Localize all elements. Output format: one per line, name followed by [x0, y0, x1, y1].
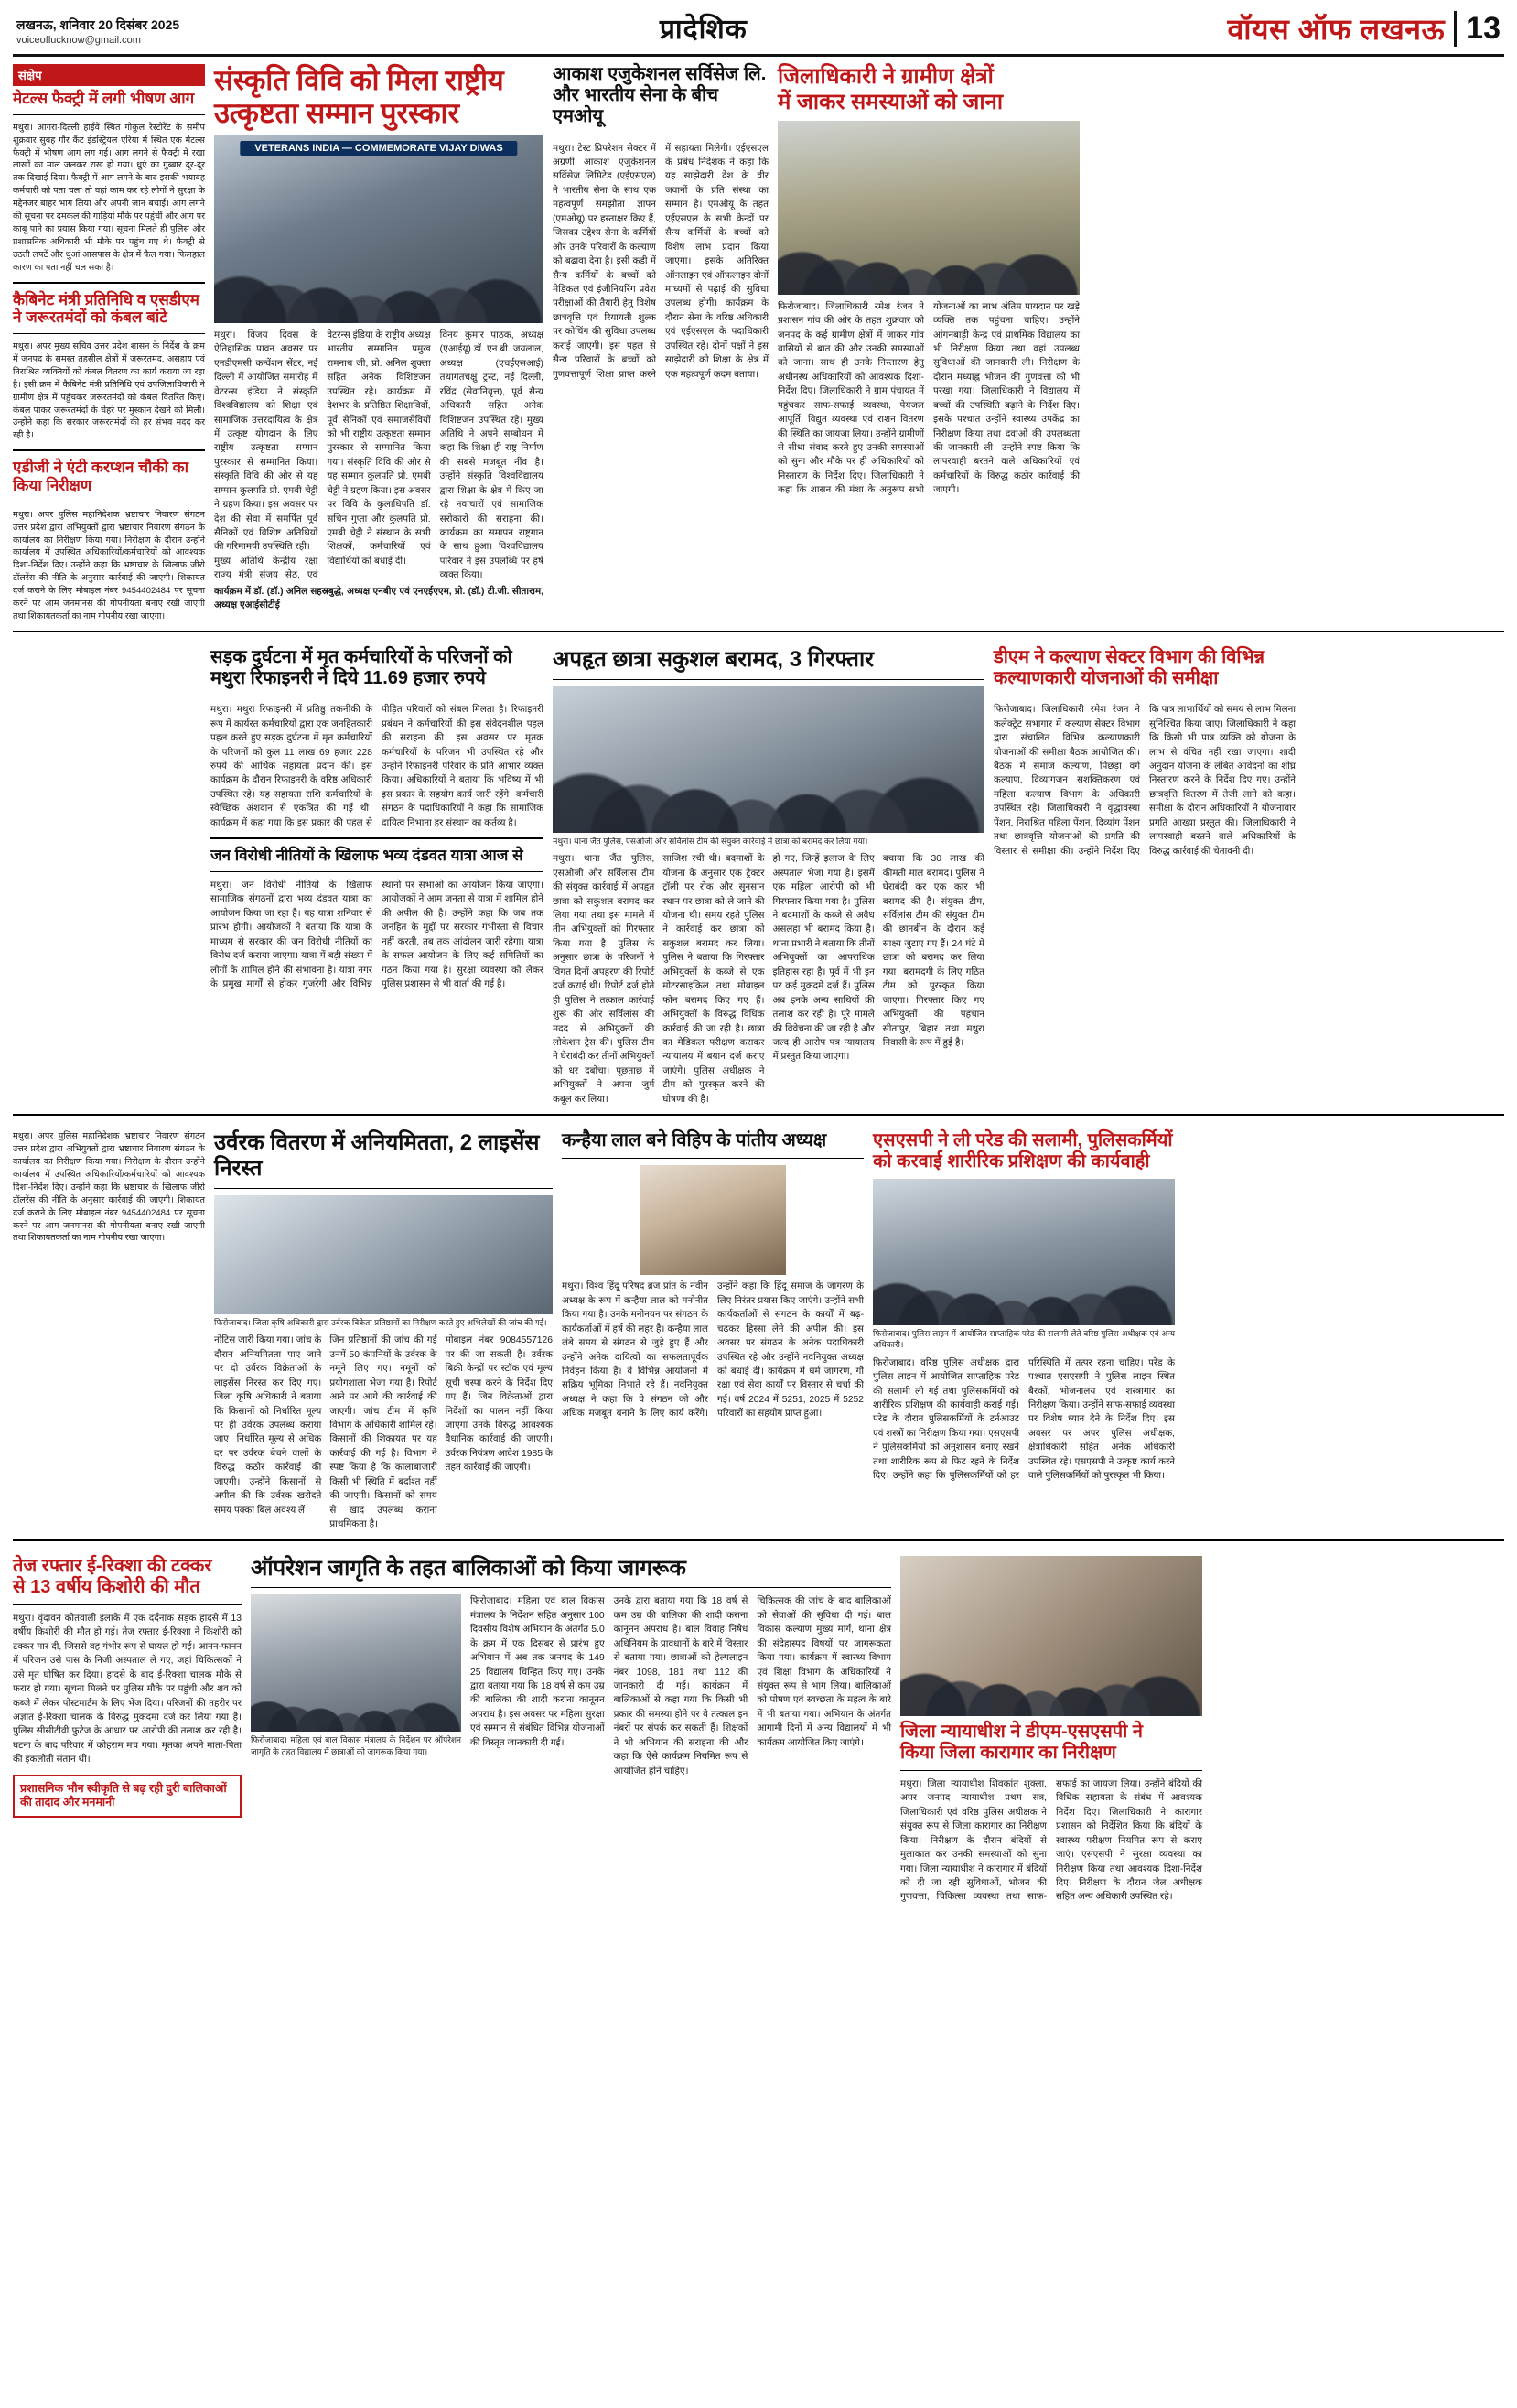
dm-rural-photo — [778, 121, 1080, 295]
erickshaw-body: मथुरा। वृंदावन कोतवाली इलाके में एक दर्दनाक सड़क हादसे में 13 वर्षीय किशोरी की मौत हो गई। तेज रफ्तार ई-रिक्शा ने किशोरी को टक्कर मार दी, जिससे वह गंभीर रूप से घायल हो गई। आनन-फानन में परिजन उसे पास के निजी अस्पताल ले गए, जहां चिकित्सकों ने उसे मृत घोषित कर दिया। हादसे के बाद ई-रिक्शा चालक मौके से फरार हो गया। सूचना मिलने पर पुलिस मौके पर पहुंची और शव को कब्जे में लेकर पोस्टमार्टम के लिए भेज दिया। परिजनों की तहरीर पर अज्ञात ई-रिक्शा चालक के विरुद्ध मुकदमा दर्ज कर लिया गया है। पुलिस सीसीटीवी फुटेज के आधार पर आरोपी की तलाश कर रही है। घटना के बाद परिवार में कोहराम मच गया। मृतका अपने माता-पिता की इकलौती संतान थी। — [13, 1613, 242, 1766]
story-kanhaiya — [562, 1130, 864, 1531]
brief-headline: मेटल्स फैक्ट्री में लगी भीषण आग — [13, 90, 195, 107]
publication-date: लखनऊ, शनिवार 20 दिसंबर 2025 — [16, 16, 180, 32]
brief-headline: एडीजी ने एंटी करप्शन चौकी का किया निरीक्षण — [13, 459, 189, 494]
lead-body-col3: विनय कुमार पाठक, अध्यक्ष (एआईयू) डॉ. एन.बी. जयलाल, अध्यक्ष (एचईएसआई) तथागतचक्षु ट्रस्ट, नई दिल्ली, रविंद्र (सेवानिवृत्त), पूर्व सैन्य अधिकारी सहित अनेक विशिष्टजन उपस्थित रहे। मुख्य अतिथि ने अपने सम्बोधन में कहा कि शिक्षा ही राष्ट्र निर्माण की सबसे मजबूत नींव है। उन्होंने संस्कृति विश्वविद्यालय द्वारा शिक्षा के क्षेत्र में किए जा रहे नवाचारों एवं सामाजिक सरोकारों की सराहना की। कार्यक्रम का समापन राष्ट्रगान के साथ हुआ। विश्वविद्यालय परिवार ने इस उपलब्धि पर हर्ष व्यक्त किया। — [439, 329, 543, 581]
story-parade — [873, 1130, 1175, 1531]
kanhaiya-headline: कन्हैया लाल बने विहिप के पांतीय अध्यक्ष — [562, 1130, 827, 1151]
brief-item — [13, 291, 205, 443]
story-mou — [553, 64, 769, 623]
lead-photo — [214, 135, 543, 323]
dm-rural-body: फिरोजाबाद। जिलाधिकारी रमेश रंजन ने प्रशासन गांव की ओर के तहत शुक्रवार को जनपद के कई ग्रामीण क्षेत्रों में जाकर गांव वासियों से बात की और उनकी समस्याओं को जाना। साथ ही उनके निस्तारण हेतु अधीनस्थ अधिकारियों को आवश्यक दिशा-निर्देश दिए। जिलाधिकारी ने ग्राम पंचायत में पहुंचकर साफ-सफाई व्यवस्था, पेयजल आपूर्ति, विद्युत व्यवस्था एवं राशन वितरण की स्थिति का जायजा लिया। उन्होंने ग्रामीणों से सीधा संवाद करते हुए उनकी समस्याओं को सुना और मौके पर ही अधिकारियों को निस्तारण के निर्देश दिए। जिलाधिकारी ने कहा कि शासन की मंशा के अनुरूप सभी योजनाओं का लाभ अंतिम पायदान पर खड़े व्यक्ति तक पहुंचना चाहिए। उन्होंने आंगनबाड़ी केन्द्र एवं प्राथमिक विद्यालय का भी निरीक्षण किया तथा वहां उपलब्ध सुविधाओं की जानकारी ली। निरीक्षण के दौरान मध्याह्न भोजन की गुणवत्ता को भी परखा गया। जिलाधिकारी ने विद्यालय में बच्चों की उपस्थिति बढ़ाने के निर्देश दिए। इसके पश्चात उन्होंने स्वास्थ्य उपकेंद्र का निरीक्षण किया तथा दवाओं की उपलब्धता की जानकारी ली। उन्होंने स्पष्ट किया कि लापरवाही बरतने वाले अधिकारियों एवं कर्मचारियों के विरुद्ध कठोर कार्रवाई की जाएगी। — [778, 301, 1080, 496]
abduct-col3: हो गए, जिन्हें इलाज के लिए अस्पताल भेजा गया है। इसमें एक महिला आरोपी को भी गिरफ्तार किया गया है। पुलिस ने बदमाशों के कब्जे से अवैध असलहा भी बरामद किया है। थाना प्रभारी ने बताया कि तीनों अभियुक्तों का आपराधिक इतिहास रहा है। पूर्व में भी इन पर कई मुकदमे दर्ज हैं। पुलिस अब इनके अन्य साथियों की तलाश कर रही है। पूरे मामले की विवेचना की जा रही है और जल्द ही आरोप पत्र न्यायालय में प्रस्तुत किया जाएगा। — [772, 854, 875, 1063]
fourth-grid — [13, 1549, 1504, 1905]
brief-item — [13, 90, 205, 275]
box-note-text: प्रशासनिक भौन स्वीकृति से बढ़ रही दुरी बालिकाओं की तादाद और मनमानी — [20, 1781, 227, 1809]
sidebar-tag: संक्षेप — [13, 64, 205, 86]
fertilizer-caption: फिरोजाबाद। जिला कृषि अधिकारी द्वारा उर्वरक विक्रेता प्रतिष्ठानों का निरीक्षण करते हुए अभिलेखों की जांच की गई। — [214, 1317, 547, 1327]
yatra-headline: जन विरोधी नीतियों के खिलाफ भव्य दंडवत यात्रा आज से — [210, 847, 523, 865]
story-fertilizer — [214, 1130, 553, 1531]
fertilizer-photo — [214, 1195, 553, 1314]
abduct-col2: साजिश रची थी। बदमाशों के योजना के अनुसार एक ट्रैक्टर ट्रॉली पर रोक और सुनसान स्थान पर छात्रा को ले जाने की योजना थी। समय रहते पुलिस ने कार्रवाई कर छात्रा को सकुशल बरामद कर लिया। पुलिस ने बताया कि गिरफ्तार अभियुक्तों के कब्जे से एक मोटरसाइकिल तथा मोबाइल फोन बरामद किए गए हैं। अभियुक्तों के विरुद्ध विधिक कार्रवाई की जा रही है। छात्रा का मेडिकल परीक्षण कराकर न्यायालय में बयान दर्ज कराए जाएंगे। पुलिस अधीक्षक ने टीम को पुरस्कृत करने की घोषणा की है। — [662, 854, 765, 1105]
sidebar-extra-body: मथुरा। अपर पुलिस महानिदेशक भ्रष्टाचार निवारण संगठन उत्तर प्रदेश द्वारा अभियुक्तों द्वारा भ्रष्टाचार निवारण संगठन के कार्यालय का निरीक्षण किया गया। निरीक्षण के दौरान उन्होंने कार्यालय में उपस्थित अधिकारियों/कर्मचारियों को आवश्यक दिशा-निर्देश दिए। उन्होंने कहा कि भ्रष्टाचार के खिलाफ जीरो टॉलरेंस की नीति के अनुसार कार्रवाई की जाएगी। शिकायत दर्ज कराने के लिए मोबाइल नंबर 9454402484 पर सूचना करने पर आम जनमानस की गोपनीयता बनाए रखी जाएगी तथा शिकायतकर्ता का नाम गोपनीय रखा जाएगा। — [13, 1131, 205, 1244]
fertilizer-headline: उर्वरक वितरण में अनियमितता, 2 लाइसेंस निरस्त — [214, 1130, 540, 1181]
third-grid — [13, 1123, 1504, 1531]
page-number: 13 — [1454, 11, 1501, 47]
sidebar-box-note — [13, 1775, 242, 1818]
brand-logo: वॉयस ऑफ लखनऊ — [1227, 13, 1446, 46]
story-abduct — [553, 647, 984, 1107]
erickshaw-headline-line2: से 13 वर्षीय किशोरी की मौत — [13, 1576, 200, 1597]
awareness-headline: ऑपरेशन जागृति के तहत बालिकाओं को किया जागरूक — [251, 1555, 686, 1581]
lead-headline-line2: उत्कृष्टता सम्मान पुरस्कार — [214, 96, 459, 129]
awareness-col3: चिकित्सक की जांच के बाद बालिकाओं को सेवाओं की सुविधा दी गई। बाल विकास कल्याण मुख्य मार्ग, थाना क्षेत्र की संदेहास्पद विषयों पर जागरूकता किया गया। कार्यक्रम में स्वास्थ्य विभाग एवं शिक्षा विभाग के अधिकारियों ने संयुक्त रूप से भाग लिया। बालिकाओं को पोषण एवं स्वच्छता के महत्व के बारे में भी बताया गया। अभियान के अंतर्गत आगामी दिनों में अन्य विद्यालयों में भी कार्यक्रम आयोजित किए जाएंगे। — [757, 1596, 892, 1748]
dm-welfare-headline-line2: कल्याणकारी योजनाओं की समीक्षा — [994, 668, 1219, 689]
dm-rural-headline-line2: में जाकर समस्याओं को जाना — [778, 89, 1004, 114]
second-grid — [13, 640, 1504, 1107]
masthead — [13, 0, 1504, 57]
refinery-headline-line2: मथुरा रिफाइनरी ने दिये 11.69 हजार रुपये — [210, 668, 486, 689]
brief-item — [13, 459, 205, 623]
story-dm-rural — [778, 64, 1080, 623]
lead-story — [214, 64, 543, 623]
lead-body-col2: मुख्य अतिथि केन्द्रीय रक्षा राज्य मंत्री संजय सेठ, एवं वेटरन्स इंडिया के राष्ट्रीय अध्यक्ष भारतीय सम्मानित प्रमुख रामनाथ जी, प्रो. अनिल शुक्ला सहित अनेक विशिष्टजन उपस्थित रहे। कार्यक्रम में देशभर के प्रतिष्ठित शिक्षाविदों, पूर्व सैनिकों एवं समाजसेवियों को भी राष्ट्रीय उत्कृष्टता सम्मान पुरस्कार से सम्मानित किया गया। संस्कृति विवि की ओर से यह सम्मान कुलपति प्रो. एमबी चेट्टी ने ग्रहण किया। इस अवसर पर विवि के कुलाधिपति डॉ. सचिन गुप्ता और कुलपति प्रो. एमबी चेट्टी ने संस्थान के सभी शिक्षकों, कर्मचारियों एवं विद्यार्थियों को बधाई दी। — [214, 329, 431, 581]
top-grid — [13, 57, 1504, 623]
masthead-right — [1227, 9, 1501, 49]
refinery-body: मथुरा। मथुरा रिफाइनरी में प्रतिष्ठु तकनीकी के रूप में कार्यरत कर्मचारियों द्वारा एक जनहितकारी पहल करते हुए सड़क दुर्घटना में मृत कर्मचारियों के परिजनों को कुल 11 लाख 69 हजार 228 रुपये की आर्थिक सहायता प्रदान की। इस कार्यक्रम के दौरान रिफाइनरी के वरिष्ठ अधिकारी उपस्थित रहे। यह सहायता राशि कर्मचारियों के स्वैच्छिक अंशदान से एकत्रित की गई थी। कार्यक्रम में कहा गया कि इस प्रकार की पहल से पीड़ित परिवारों को संबल मिलता है। रिफाइनरी प्रबंधन ने कर्मचारियों की इस संवेदनशील पहल की सराहना की। इस अवसर पर मृतक कर्मचारियों के परिजन भी उपस्थित रहे और उन्होंने रिफाइनरी परिवार के प्रति आभार व्यक्त किया। अधिकारियों ने बताया कि भविष्य में भी इस प्रकार के सहयोग कार्य जारी रहेंगे। कर्मचारी संगठन के पदाधिकारियों ने कहा कि सामाजिक दायित्व निभाना हर संस्थान का कर्तव्य है। — [210, 705, 543, 828]
lead-body-col1: मथुरा। विजय दिवस के ऐतिहासिक पावन अवसर पर एनडीएमसी कन्वेंशन सेंटर, नई दिल्ली में आयोजित समारोह में वेटरन्स इंडिया ने संस्कृति विश्वविद्यालय को शिक्षा एवं सामाजिक उत्तरदायित्व के क्षेत्र में उत्कृष्ट योगदान के लिए राष्ट्रीय उत्कृष्टता सम्मान पुरस्कार से सम्मानित किया। संस्कृति विवि की ओर से यह सम्मान कुलपति प्रो. एमबी चेट्टी ने ग्रहण किया। इस अवसर पर देश की सेवा में समर्पित पूर्व सैनिकों एवं विशिष्ट अतिथियों की गरिमामयी उपस्थिति रही। — [214, 329, 318, 553]
dm-rural-headline-line1: जिलाधिकारी ने ग्रामीण क्षेत्रों — [778, 64, 994, 89]
fertilizer-col3: मोबाइल नंबर 9084557126 पर की जा सकती है। उर्वरक बिक्री केन्द्रों पर स्टॉक एवं मूल्य सूची चस्पा करने के निर्देश दिए गए हैं। जिन विक्रेताओं द्वारा निर्देशों का पालन नहीं किया जाएगा उनके विरुद्ध आवश्यक वैधानिक कार्रवाई की जाएगी। उर्वरक नियंत्रण आदेश 1985 के तहत कार्रवाई की जाएगी। — [445, 1335, 553, 1474]
awareness-photo — [251, 1594, 461, 1732]
mou-headline: आकाश एजुकेशनल सर्विसेज लि. और भारतीय सेना के बीच एमओयू — [553, 64, 767, 127]
judge-headline-line2: किया जिला कारागार का निरीक्षण — [900, 1742, 1116, 1763]
parade-caption: फिरोजाबाद। पुलिस लाइन में आयोजित साप्ताहिक परेड की सलामी लेते वरिष्ठ पुलिस अधीक्षक एवं अन्य अधिकारी। — [873, 1328, 1175, 1350]
abduct-caption: मथुरा। थाना जैंत पुलिस, एसओजी और सर्विलांस टीम की संयुक्त कार्रवाई में छात्रा को बरामद कर लिया गया। — [553, 836, 868, 846]
abduct-photo — [553, 686, 984, 833]
story-judge — [900, 1556, 1202, 1905]
masthead-left — [16, 16, 179, 49]
abduct-col1: मथुरा। थाना जैंत पुलिस, एसओजी और सर्विलांस टीम की संयुक्त कार्रवाई में अपहृत छात्रा को सकुशल बरामद कर लिया गया तथा इस मामले में तीन अभियुक्तों को गिरफ्तार किया गया है। पुलिस के अनुसार छात्रा के परिजनों ने विगत दिनों अपहरण की रिपोर्ट दर्ज कराई थी। रिपोर्ट दर्ज होते ही पुलिस ने तत्काल कार्रवाई शुरू की और सर्विलांस की मदद से अभियुक्तों की लोकेशन ट्रेस की। पुलिस टीम ने घेराबंदी कर तीनों अभियुक्तों को धर दबोचा। पूछताछ में अभियुक्तों ने अपना जुर्म कबूल कर लिया। — [553, 854, 655, 1105]
brief-headline: कैबिनेट मंत्री प्रतिनिधि व एसडीएम ने जरूरतमंदों को कंबल बांटे — [13, 290, 199, 327]
sidebar-briefs — [13, 64, 205, 623]
abduct-headline: अपहृत छात्रा सकुशल बरामद, 3 गिरफ्तार — [553, 646, 874, 672]
kanhaiya-body: मथुरा। विश्व हिंदू परिषद ब्रज प्रांत के नवीन अध्यक्ष के रूप में कन्हैया लाल को मनोनीत किया गया है। उनके मनोनयन पर संगठन के कार्यकर्ताओं में हर्ष की लहर है। कन्हैया लाल लंबे समय से संगठन से जुड़े हुए हैं और उन्होंने अनेक दायित्वों का सफलतापूर्वक निर्वहन किया है। वे विभिन्न आयोजनों में सक्रिय भूमिका निभाते रहे हैं। नवनियुक्त अध्यक्ष ने कहा कि वे संगठन को और अधिक मजबूत बनाने के लिए कार्य करेंगे। उन्होंने कहा कि हिंदू समाज के जागरण के लिए निरंतर प्रयास किए जाएंगे। उन्होंने सभी कार्यकर्ताओं से संगठन के कार्यों में बढ़-चढ़कर हिस्सा लेने की अपील की। इस अवसर पर संगठन के अनेक पदाधिकारी उपस्थित रहे और उन्होंने नवनियुक्त अध्यक्ष को बधाई दी। कार्यक्रम में धर्म जागरण, गौ रक्षा एवं सेवा कार्यों पर विस्तार से चर्चा की गई। वर्ष 2024 में 5251, 2025 में 5252 परिवारों का सहयोग प्राप्त हुआ। — [562, 1281, 864, 1420]
judge-headline-line1: जिला न्यायाधीश ने डीएम-एसएसपी ने — [900, 1721, 1143, 1742]
contact-email: voiceoflucknow@gmail.com — [16, 35, 141, 47]
brief-body: मथुरा। अपर मुख्य सचिव उत्तर प्रदेश शासन के निर्देश के क्रम में जनपद के समस्त तहसील क्षेत्रों में जरूरतमंद, असहाय एवं निराश्रित व्यक्तियों को कंबल वितरण का कार्य कराया जा रहा है। इसी क्रम में कैबिनेट मंत्री प्रतिनिधि एवं उपजिलाधिकारी ने ग्रामीण क्षेत्र में पहुंचकर जरूरतमंदों को कंबल वितरित किए। कंबल पाकर जरूरतमंदों के चेहरे पर मुस्कान देखने को मिली। उन्होंने कहा कि सरकार जरूरतमंदों की हर संभव मदद कर रही है। — [13, 341, 205, 441]
judge-photo — [900, 1556, 1202, 1716]
photo-banner-text: VETERANS INDIA — COMMEMORATE VIJAY DIWAS — [240, 141, 517, 156]
awareness-col2: उनके द्वारा बताया गया कि 18 वर्ष से कम उम्र की बालिका की शादी कराना कानूनन अपराध है। बाल विवाह निषेध अधिनियम के प्रावधानों के बारे में विस्तार से बताया गया। छात्राओं को हेल्पलाइन नंबर 1098, 181 तथा 112 की जानकारी दी गई। कार्यक्रम में बालिकाओं से कहा गया कि किसी भी प्रकार की समस्या होने पर वे तत्काल इन नंबरों पर संपर्क कर सकती हैं। शिक्षकों ने भी अभियान की सराहना की और कहा कि ऐसे कार्यक्रम नियमित रूप से आयोजित होने चाहिए। — [613, 1596, 748, 1776]
story-awareness — [251, 1556, 891, 1905]
fertilizer-col2: जिन प्रतिष्ठानों की जांच की गई उनमें 50 कंपनियों के उर्वरक के नमूने लिए गए। नमूनों को प्रयोगशाला भेजा गया है। रिपोर्ट आने पर आगे की कार्रवाई की जाएगी। जांच टीम में कृषि विभाग के अधिकारी शामिल रहे। किसानों की शिकायत पर यह कार्रवाई की गई है। विभाग ने स्पष्ट किया है कि कालाबाजारी किसी भी स्थिति में बर्दाश्त नहीं की जाएगी। किसानों को समय से खाद उपलब्ध कराना प्राथमिकता है। — [329, 1335, 437, 1530]
brief-body: मथुरा। अपर पुलिस महानिदेशक भ्रष्टाचार निवारण संगठन उत्तर प्रदेश द्वारा अभियुक्तों द्वारा भ्रष्टाचार निवारण संगठन के कार्यालय का निरीक्षण किया गया। निरीक्षण के दौरान उन्होंने कार्यालय में उपस्थित अधिकारियों/कर्मचारियों को आवश्यक दिशा-निर्देश दिए। उन्होंने कहा कि भ्रष्टाचार के खिलाफ जीरो टॉलरेंस की नीति के अनुसार कार्रवाई की जाएगी। शिकायत दर्ज कराने के लिए मोबाइल नंबर 9454402484 पर सूचना करने पर आम जनमानस की गोपनीयता बनाए रखी जाएगी तथा शिकायतकर्ता का नाम गोपनीय रखा जाएगा। — [13, 509, 205, 621]
yatra-body: मथुरा। जन विरोधी नीतियों के खिलाफ सामाजिक संगठनों द्वारा भव्य दंडवत यात्रा का आयोजन किया जा रहा है। यह यात्रा शनिवार से प्रारंभ होगी। आयोजकों ने बताया कि यात्रा के माध्यम से सरकार की जन विरोधी नीतियों का विरोध दर्ज कराया जाएगा। यात्रा में बड़ी संख्या में लोगों के शामिल होने की संभावना है। यात्रा नगर के प्रमुख मार्गों से होकर गुजरेगी और विभिन्न स्थानों पर सभाओं का आयोजन किया जाएगा। आयोजकों ने आम जनता से यात्रा में शामिल होने की अपील की है। उन्होंने कहा कि जब तक जनहित के मुद्दों पर सरकार गंभीरता से विचार नहीं करती, तब तक आंदोलन जारी रहेगा। यात्रा के सफल आयोजन के लिए कई समितियों का गठन किया गया है। सुरक्षा व्यवस्था को लेकर पुलिस प्रशासन से भी वार्ता की गई है। — [210, 880, 543, 989]
lead-signoff: कार्यक्रम में डॉ. (डॉ.) अनिल सहस्रबुद्धे, अध्यक्ष एनबीए एवं एनएईएएम, प्रो. (डॉ.) टी.जी. सीताराम, अध्यक्ष एआईसीटीई — [214, 586, 543, 611]
sidebar-continuation — [13, 1130, 205, 1531]
mou-body: मथुरा। टेस्ट प्रिपरेशन सेक्टर में अग्रणी आकाश एजुकेशनल सर्विसेज लिमिटेड (एईएसएल) ने भारतीय सेना के साथ एक महत्वपूर्ण समझौता ज्ञापन (एमओयू) पर हस्ताक्षर किए हैं, जिसका उद्देश्य सेना के कर्मियों और उनके परिवारों के कल्याण को बढ़ावा देना है। इसी कड़ी में सैन्य कर्मियों के बच्चों को मेडिकल एवं इंजीनियरिंग प्रवेश परीक्षाओं की तैयारी हेतु विशेष छात्रवृत्ति एवं रियायती शुल्क पर कोचिंग की सुविधा उपलब्ध कराई जाएगी। इस पहल से सैन्य परिवारों के बच्चों को गुणवत्तापूर्ण शिक्षा प्राप्त करने में सहायता मिलेगी। एईएसएल के प्रबंध निदेशक ने कहा कि यह साझेदारी देश के वीर जवानों के प्रति संस्था का सम्मान है। एमओयू के तहत एईएसएल के सभी केन्द्रों पर सैन्य कर्मियों के बच्चों को विशेष लाभ प्रदान किया जाएगा। इसके अतिरिक्त ऑनलाइन एवं ऑफलाइन दोनों माध्यमों से पढ़ाई की सुविधा उपलब्ध होगी। कार्यक्रम के दौरान सेना के वरिष्ठ अधिकारी एवं एईएसएल के पदाधिकारी उपस्थित रहे। दोनों पक्षों ने इस साझेदारी को शिक्षा के क्षेत्र में एक महत्वपूर्ण कदम बताया। — [553, 143, 769, 380]
awareness-photo-wrap — [251, 1594, 461, 1778]
judge-body: मथुरा। जिला न्यायाधीश शिवकांत शुक्ला, अपर जनपद न्यायाधीश प्रथम सत्र, जिलाधिकारी एवं वरिष्ठ पुलिस अधीक्षक ने संयुक्त रूप से जिला कारागार का निरीक्षण किया। निरीक्षण के दौरान बंदियों से मुलाकात कर उनकी समस्याओं को सुना गया। जिला न्यायाधीश ने कारागार में बंदियों को दी जा रही सुविधाओं, भोजन की गुणवत्ता, चिकित्सा व्यवस्था तथा साफ-सफाई का जायजा लिया। उन्होंने बंदियों की विधिक सहायता के संबंध में आवश्यक निर्देश दिए। जिलाधिकारी ने कारागार प्रशासन को निर्देशित किया कि बंदियों के स्वास्थ्य परीक्षण नियमित रूप से कराए जाएं। एसएसपी ने सुरक्षा व्यवस्था का निरीक्षण किया तथा आवश्यक दिशा-निर्देश दिए। निरीक्षण के दौरान जेल अधीक्षक सहित अन्य अधिकारी उपस्थित रहे। — [900, 1778, 1202, 1903]
block-refinery-yatra — [13, 647, 543, 1107]
fertilizer-col1: नोटिस जारी किया गया। जांच के दौरान अनियमितता पाए जाने पर दो उर्वरक विक्रेताओं के लाइसेंस निरस्त कर दिए गए। जिला कृषि अधिकारी ने बताया कि किसानों को निर्धारित मूल्य पर ही उर्वरक उपलब्ध कराया जाए। निर्धारित मूल्य से अधिक दर पर उर्वरक बेचने वालों के विरुद्ध कठोर कार्रवाई की जाएगी। उन्होंने किसानों से अपील की कि उर्वरक खरीदते समय पक्का बिल अवश्य लें। — [214, 1335, 322, 1516]
erickshaw-headline-line1: तेज रफ्तार ई-रिक्शा की टक्कर — [13, 1555, 212, 1576]
section-title: प्रादेशिक — [659, 15, 748, 45]
lead-headline-line1: संस्कृति विवि को मिला राष्ट्रीय — [214, 64, 504, 96]
story-erickshaw — [13, 1556, 242, 1905]
refinery-headline-line1: सड़क दुर्घटना में मृत कर्मचारियों के परिजनों को — [210, 646, 512, 667]
parade-headline-line2: को करवाई शारीरिक प्रशिक्षण की कार्यवाही — [873, 1151, 1150, 1172]
abduct-col4: बचाया कि 30 लाख की कीमती माल बरामद। पुलिस ने घेराबंदी कर एक कार भी बरामद की है। संयुक्त टीम, सर्विलांस टीम की संयुक्त टीम की छानबीन के दौरान कई साक्ष्य जुटाए गए हैं। 24 घंटे में छात्रा को बरामद कर लिया गया। बरामदगी के लिए गठित टीम को पुरस्कृत किया जाएगा। गिरफ्तार किए गए अभियुक्तों की पहचान सीतापुर, बिहार तथा मथुरा निवासी के रूप में हुई है। — [882, 854, 984, 1048]
kanhaiya-photo — [640, 1165, 786, 1275]
dm-welfare-body: फिरोजाबाद। जिलाधिकारी रमेश रंजन ने कलेक्ट्रेट सभागार में कल्याण सेक्टर विभाग द्वारा संचालित विभिन्न कल्याणकारी योजनाओं की समीक्षा बैठक आयोजित की। बैठक में समाज कल्याण, पिछड़ा वर्ग कल्याण, दिव्यांगजन सशक्तिकरण एवं महिला कल्याण विभाग के अधिकारी उपस्थित रहे। जिलाधिकारी ने वृद्धावस्था पेंशन, निराश्रित महिला पेंशन, दिव्यांग पेंशन तथा छात्रवृत्ति योजनाओं की प्रगति की विस्तार से समीक्षा की। उन्होंने निर्देश दिए कि पात्र लाभार्थियों को समय से लाभ मिलना सुनिश्चित किया जाए। जिलाधिकारी ने कहा कि किसी भी पात्र व्यक्ति को योजना के लाभ से वंचित नहीं रखा जाएगा। शादी अनुदान योजना के लंबित आवेदनों का शीघ्र निस्तारण करने के निर्देश दिए गए। उन्होंने छात्रवृत्ति वितरण में तेजी लाने को कहा। समीक्षा के दौरान अधिकारियों ने योजनावार प्रगति आख्या प्रस्तुत की। जिलाधिकारी ने लापरवाही बरतने वाले अधिकारियों के विरुद्ध कार्रवाई की चेतावनी दी। — [994, 705, 1296, 857]
parade-headline-line1: एसएसपी ने ली परेड की सलामी, पुलिसकर्मियों — [873, 1130, 1173, 1151]
refinery-headline-wrap — [13, 647, 543, 992]
dm-welfare-headline-line1: डीएम ने कल्याण सेक्टर विभाग की विभिन्न — [994, 646, 1265, 667]
awareness-col1: फिरोजाबाद। महिला एवं बाल विकास मंत्रालय के निर्देशन सहित अनुसार 100 दिवसीय विशेष अभियान के अंतर्गत 5.0 के क्रम में एक दिसंबर से प्रारंभ हुए अभियान में अब तक जनपद के 149 25 विद्यालय चिन्हित किए गए। उनके द्वारा बताया गया कि 18 वर्ष से कम उम्र की बालिका की शादी कराना कानूनन अपराध है। इस अवसर पर महिला सुरक्षा एवं सम्मान से संबंधित विभिन्न योजनाओं की विस्तृत जानकारी दी गई। — [470, 1596, 605, 1748]
brief-body: मथुरा। आगरा-दिल्ली हाईवे स्थित गोकुल रेस्टोरेंट के समीप शुक्रवार सुबह गौर कैंट इंडस्ट्रियल एरिया में स्थित एक मेटल्स फैक्ट्री में भीषण आग लग गई। आग लगने से फैक्ट्री में रखा लाखों का माल जलकर राख हो गया। धुएं का गुब्बार दूर-दूर तक दिखाई दिया। फैक्ट्री में आग लगने के बाद इसकी भयावह कर्मचारी को पता चला तो वहां काम कर रहे लोगों ने सुरक्षा के मद्देनजर बाहर भाग लिया और अपनी जान बचाई। आग लगने की सूचना पर दमकल की गाड़ियां मौके पर पहुंचीं और आग पर काबू पाने का प्रयास किया गया। सूचना मिलते ही पुलिस और प्रशासनिक अधिकारी भी मौके पर पहुंच गए थे। फैक्ट्री से उठती लपटें और धुआं आसपास के क्षेत्र में फैल गया। फिलहाल कारण का पता नहीं चल सका है। — [13, 122, 205, 273]
awareness-caption: फिरोजाबाद। महिला एवं बाल विकास मंत्रालय के निर्देशन पर ऑपरेशन जागृति के तहत विद्यालय में छात्राओं को जागरूक किया गया। — [251, 1735, 461, 1756]
story-dm-welfare — [994, 647, 1296, 1107]
parade-photo — [873, 1179, 1175, 1325]
parade-body: फिरोजाबाद। वरिष्ठ पुलिस अधीक्षक द्वारा पुलिस लाइन में आयोजित साप्ताहिक परेड की सलामी ली गई तथा पुलिसकर्मियों को शारीरिक प्रशिक्षण की कार्यवाही कराई गई। परेड के दौरान पुलिसकर्मियों के टर्नआउट एवं शस्त्रों का निरीक्षण किया गया। एसएसपी ने पुलिसकर्मियों को अनुशासन बनाए रखने तथा शारीरिक रूप से फिट रहने के निर्देश दिए। उन्होंने कहा कि पुलिसकर्मियों को हर परिस्थिति में तत्पर रहना चाहिए। परेड के पश्चात एसएसपी ने पुलिस लाइन स्थित बैरकों, भोजनालय एवं शस्त्रागार का निरीक्षण किया। उन्होंने साफ-सफाई व्यवस्था पर विशेष ध्यान देने के निर्देश दिए। इस अवसर पर अपर पुलिस अधीक्षक, क्षेत्राधिकारी सहित अनेक अधिकारी उपस्थित रहे। एसएसपी ने उत्कृष्ट कार्य करने वाले पुलिसकर्मियों को पुरस्कृत भी किया। — [873, 1357, 1175, 1482]
